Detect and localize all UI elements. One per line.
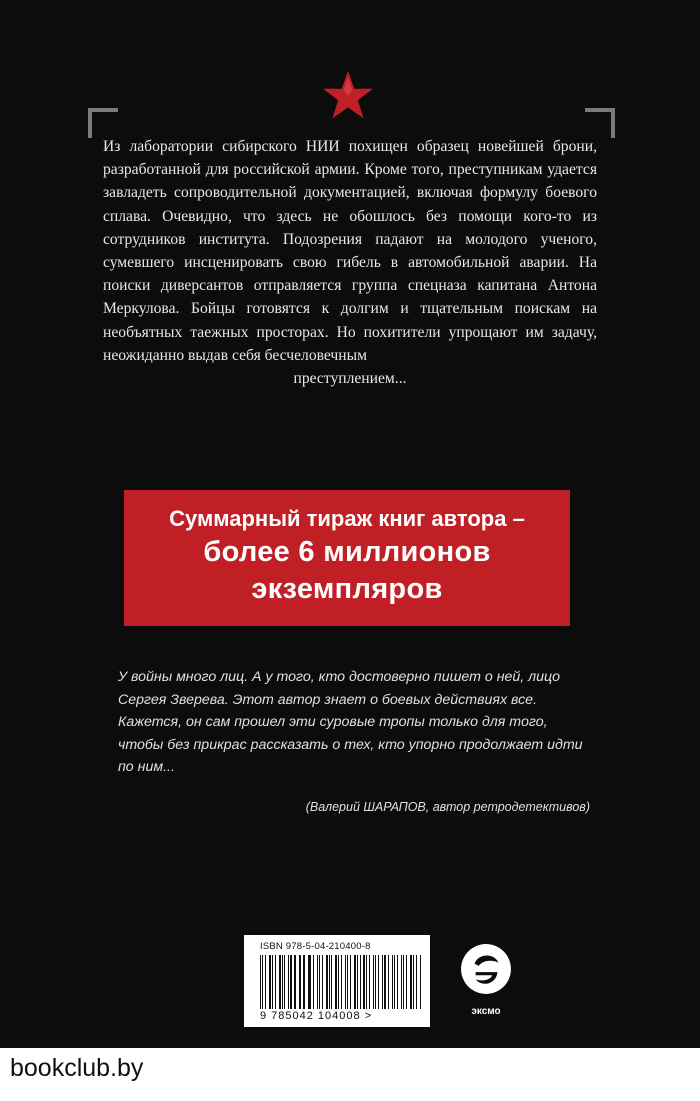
barcode-bar [366,955,367,1009]
barcode-bar [403,955,404,1009]
barcode-bar [397,955,398,1009]
barcode-bar [279,955,280,1009]
barcode-bar [288,955,289,1009]
review-quote [118,666,588,779]
barcode-bar [354,955,355,1009]
barcode-bar [384,955,386,1009]
barcode-bars [260,955,422,1009]
barcode-bar [265,955,266,1009]
barcode-bar [326,955,327,1009]
barcode-bar [317,955,318,1009]
barcode-bar [394,955,395,1009]
barcode-bar [388,955,389,1009]
barcode-bar [413,955,414,1009]
synopsis-body: Из лаборатории сибирского НИИ похищен образец новейшей брони, разработанной для российской армии. Кроме того, преступникам удается завладеть сопроводительной документацией, включая формулу боевого сплава. Очевидно, что здесь не обошлось без помощи кого-то из сотрудников института. Подозрения падают на молодого ученого, сумевшего инсценировать свою гибель в автомобильной аварии. На поиски диверсантов отправляется группа спецназа капитана Антона Меркулова. Бойцы готовятся к долгим и тщательным поискам на необъятных таежных просторах. Но похитители упрощают им задачу, неожиданно выдав себя бесчеловечным [103,138,597,364]
barcode-bar [382,955,383,1009]
frame-corner-left [88,108,118,138]
synopsis-text [103,135,597,390]
barcode-bar [350,955,351,1009]
barcode-bar [275,955,276,1009]
barcode-bar [392,955,393,1009]
eksmo-logo-icon [460,943,512,995]
barcode-bar [357,955,358,1009]
banner-line-1: Суммарный тираж книг автора – [169,506,525,531]
barcode-bar [322,955,323,1009]
banner-line-2: более 6 миллионов [203,536,491,568]
barcode-bar [345,955,346,1009]
barcode-bar [308,955,309,1009]
barcode-bar [290,955,292,1009]
barcode-bar [331,955,332,1009]
barcode-bar [420,955,421,1009]
barcode-bar [269,955,271,1009]
isbn-number: ISBN 978-5-04-210400-8 [260,941,371,952]
barcode-bar [378,955,379,1009]
barcode-bar [260,955,261,1009]
barcode-bar [284,955,285,1009]
barcode-bar [282,955,283,1009]
barcode-bar [272,955,273,1009]
review-quote-text: У войны много лиц. А у того, кто достоверно пишет о ней, лицо Сергея Зверева. Этот автор знает о боевых действиях все. Кажется, он сам прошел эти суровые тропы только для того, чтобы без прикрас рассказать о тех, кто упорно продолжает идти по ним... [118,669,583,775]
barcode-bar [262,955,263,1009]
barcode-digits: 9 785042 104008 > [260,1010,373,1022]
barcode-bar [416,955,417,1009]
banner-line-3: экземпляров [251,573,443,605]
barcode-bar [347,955,348,1009]
frame-corner-right [585,108,615,138]
barcode-bar [309,955,311,1009]
barcode-bar [341,955,342,1009]
barcode-bar [294,955,295,1009]
barcode-bar [401,955,402,1009]
barcode-bar [369,955,370,1009]
barcode-bar [360,955,361,1009]
circulation-banner [124,490,570,626]
barcode-bar [300,955,301,1009]
barcode-bar [299,955,300,1009]
barcode-bar [406,955,407,1009]
synopsis-ending: преступлением... [293,370,407,388]
publisher-name: эксмо [471,1006,501,1017]
barcode-bar [303,955,304,1009]
barcode-bar [319,955,320,1009]
barcode-bar [363,955,365,1009]
barcode-bar [313,955,314,1009]
site-watermark: bookclub.by [10,1054,144,1082]
barcode-bar [329,955,330,1009]
barcode-bar [338,955,339,1009]
barcode-bar [410,955,412,1009]
barcode-bar [373,955,374,1009]
red-star-icon [322,70,374,120]
isbn-barcode [244,935,430,1027]
barcode-bar [375,955,376,1009]
barcode-bar [335,955,337,1009]
review-attribution: (Валерий ШАРАПОВ, автор ретродетективов) [305,800,590,814]
